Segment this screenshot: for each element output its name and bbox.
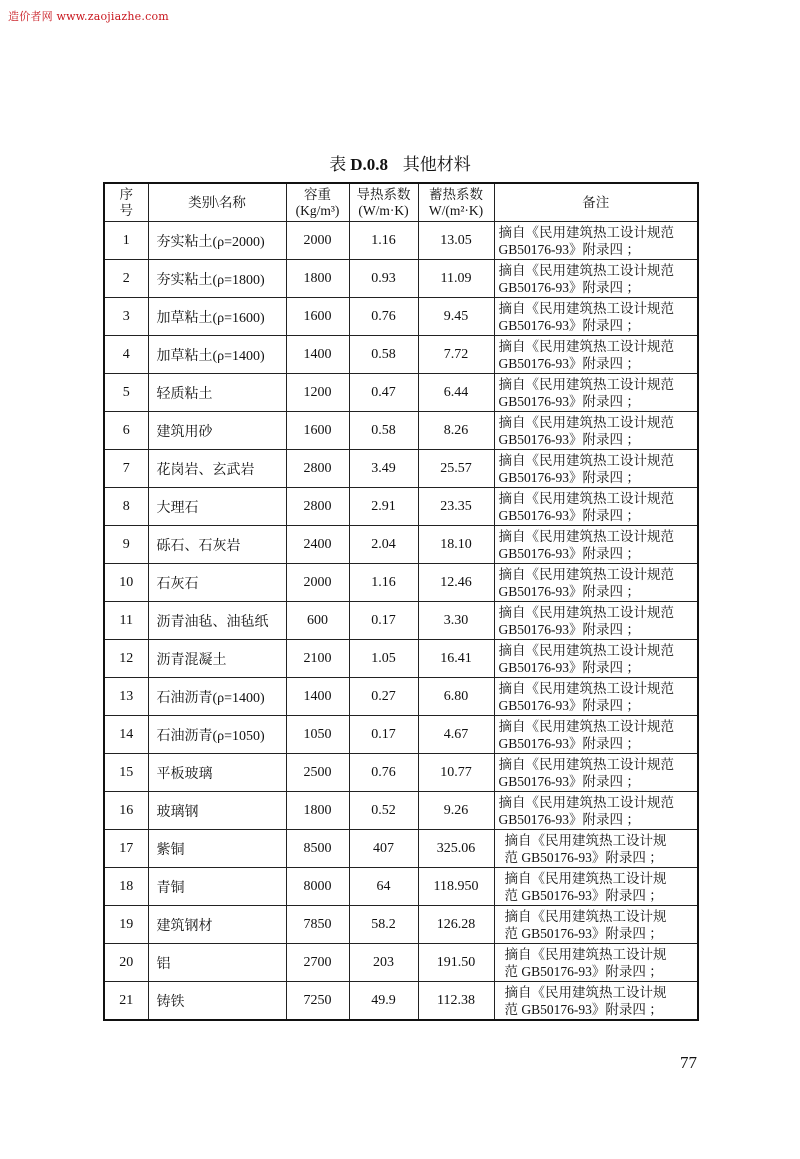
note-line-1: 摘自《民用建筑热工设计规: [504, 946, 667, 962]
cell-conductivity: 1.16: [349, 564, 418, 602]
cell-storage: 10.77: [418, 754, 494, 792]
table-row: [104, 944, 698, 982]
cell-name: 花岗岩、玄武岩: [148, 450, 286, 488]
cell-storage: 9.26: [418, 792, 494, 830]
cell-name: 建筑用砂: [148, 412, 286, 450]
cell-note: [494, 982, 698, 1021]
cell-storage: 126.28: [418, 906, 494, 944]
cell-name: 玻璃钢: [148, 792, 286, 830]
header-no-label: 序号: [119, 186, 133, 218]
note-line-1: 摘自《民用建筑热工设计规范: [498, 338, 674, 354]
header-conductivity-unit: (W/m·K): [358, 202, 409, 218]
cell-density: 2800: [286, 488, 349, 526]
cell-name: 青铜: [148, 868, 286, 906]
cell-conductivity: 1.16: [349, 222, 418, 260]
cell-name: 夯实粘土(ρ=2000): [148, 222, 286, 260]
note-line-1: 摘自《民用建筑热工设计规范: [498, 566, 674, 582]
cell-no: 16: [104, 792, 148, 830]
cell-conductivity: 203: [349, 944, 418, 982]
table-row: [104, 374, 698, 412]
cell-no: 4: [104, 336, 148, 374]
note-line-2: GB50176-93》附录四 ；: [498, 773, 640, 789]
cell-note: [494, 868, 698, 906]
cell-conductivity: 49.9: [349, 982, 418, 1021]
cell-note: [494, 374, 698, 412]
cell-density: 8000: [286, 868, 349, 906]
table-row: [104, 830, 698, 868]
note-line-2: GB50176-93》附录四 ；: [498, 469, 640, 485]
cell-no: 18: [104, 868, 148, 906]
note-line-1: 摘自《民用建筑热工设计规: [504, 870, 667, 886]
cell-note: [494, 602, 698, 640]
cell-note: [494, 260, 698, 298]
cell-note: [494, 754, 698, 792]
cell-name: 平板玻璃: [148, 754, 286, 792]
cell-note: [494, 222, 698, 260]
cell-conductivity: 0.17: [349, 716, 418, 754]
cell-conductivity: 3.49: [349, 450, 418, 488]
cell-conductivity: 0.47: [349, 374, 418, 412]
note-line-1: 摘自《民用建筑热工设计规范: [498, 528, 674, 544]
cell-conductivity: 1.05: [349, 640, 418, 678]
cell-name: 加草粘土(ρ=1600): [148, 298, 286, 336]
cell-no: 7: [104, 450, 148, 488]
note-line-1: 摘自《民用建筑热工设计规范: [498, 718, 674, 734]
cell-storage: 6.80: [418, 678, 494, 716]
cell-conductivity: 0.76: [349, 754, 418, 792]
note-line-1: 摘自《民用建筑热工设计规范: [498, 376, 674, 392]
table-row: [104, 868, 698, 906]
cell-storage: 16.41: [418, 640, 494, 678]
note-line-2: GB50176-93》附录四 ；: [498, 507, 640, 523]
note-line-2: GB50176-93》附录四 ；: [498, 811, 640, 827]
header-storage-unit: W/(m²·K): [428, 202, 484, 218]
cell-storage: 25.57: [418, 450, 494, 488]
cell-density: 2100: [286, 640, 349, 678]
header-density-label: 容重: [304, 186, 331, 202]
table-row: [104, 792, 698, 830]
note-line-1: 摘自《民用建筑热工设计规范: [498, 262, 674, 278]
cell-density: 7850: [286, 906, 349, 944]
note-line-2: GB50176-93》附录四 ；: [498, 659, 640, 675]
table-row: [104, 222, 698, 260]
cell-no: 3: [104, 298, 148, 336]
cell-density: 2800: [286, 450, 349, 488]
cell-note: [494, 640, 698, 678]
note-line-1: 摘自《民用建筑热工设计规范: [498, 680, 674, 696]
cell-name: 沥青油毡、油毡纸: [148, 602, 286, 640]
cell-conductivity: 0.58: [349, 412, 418, 450]
cell-no: 2: [104, 260, 148, 298]
cell-storage: 191.50: [418, 944, 494, 982]
note-line-1: 摘自《民用建筑热工设计规范: [498, 300, 674, 316]
cell-density: 2400: [286, 526, 349, 564]
cell-note: [494, 450, 698, 488]
cell-name: 轻质粘土: [148, 374, 286, 412]
cell-note: [494, 526, 698, 564]
cell-storage: 11.09: [418, 260, 494, 298]
cell-name: 石灰石: [148, 564, 286, 602]
cell-density: 1400: [286, 336, 349, 374]
cell-name: 铝: [148, 944, 286, 982]
cell-note: [494, 412, 698, 450]
table-row: [104, 412, 698, 450]
cell-no: 20: [104, 944, 148, 982]
header-no: [104, 183, 148, 222]
cell-note: [494, 336, 698, 374]
note-line-1: 摘自《民用建筑热工设计规: [504, 984, 667, 1000]
cell-density: 1800: [286, 260, 349, 298]
cell-no: 10: [104, 564, 148, 602]
cell-conductivity: 0.76: [349, 298, 418, 336]
cell-name: 加草粘土(ρ=1400): [148, 336, 286, 374]
materials-table: [103, 182, 699, 1021]
note-line-2: GB50176-93》附录四 ；: [498, 545, 640, 561]
cell-no: 13: [104, 678, 148, 716]
note-line-2: GB50176-93》附录四 ；: [498, 431, 640, 447]
table-title: [0, 150, 800, 175]
header-note: 备注: [494, 183, 698, 222]
cell-storage: 23.35: [418, 488, 494, 526]
cell-storage: 9.45: [418, 298, 494, 336]
cell-storage: 118.950: [418, 868, 494, 906]
header-storage-label: 蓄热系数: [429, 186, 483, 202]
note-line-1: 摘自《民用建筑热工设计规范: [498, 224, 674, 240]
note-line-2: 范 GB50176-93》附录四 ；: [504, 963, 663, 979]
note-line-1: 摘自《民用建筑热工设计规范: [498, 490, 674, 506]
note-line-2: GB50176-93》附录四 ；: [498, 621, 640, 637]
cell-storage: 8.26: [418, 412, 494, 450]
table-row: [104, 754, 698, 792]
cell-density: 1600: [286, 412, 349, 450]
cell-storage: 4.67: [418, 716, 494, 754]
note-line-1: 摘自《民用建筑热工设计规范: [498, 414, 674, 430]
table-row: [104, 678, 698, 716]
site-watermark: 造价者网 www.zaojiazhe.com: [8, 10, 169, 23]
header-density-unit: (Kg/m³): [295, 202, 340, 218]
cell-note: [494, 488, 698, 526]
cell-conductivity: 407: [349, 830, 418, 868]
cell-name: 石油沥青(ρ=1400): [148, 678, 286, 716]
table-row: [104, 260, 698, 298]
cell-no: 19: [104, 906, 148, 944]
header-conductivity: [349, 183, 418, 222]
cell-no: 8: [104, 488, 148, 526]
cell-no: 6: [104, 412, 148, 450]
cell-density: 7250: [286, 982, 349, 1021]
cell-density: 2700: [286, 944, 349, 982]
table-row: [104, 526, 698, 564]
cell-storage: 18.10: [418, 526, 494, 564]
note-line-2: GB50176-93》附录四 ；: [498, 241, 640, 257]
header-density: [286, 183, 349, 222]
note-line-2: GB50176-93》附录四 ；: [498, 735, 640, 751]
note-line-1: 摘自《民用建筑热工设计规范: [498, 604, 674, 620]
cell-note: [494, 298, 698, 336]
title-code: D.0.8: [350, 155, 388, 174]
note-line-2: 范 GB50176-93》附录四 ；: [504, 887, 663, 903]
cell-density: 1600: [286, 298, 349, 336]
cell-note: [494, 830, 698, 868]
cell-no: 5: [104, 374, 148, 412]
cell-no: 9: [104, 526, 148, 564]
cell-density: 2000: [286, 222, 349, 260]
note-line-2: GB50176-93》附录四 ；: [498, 583, 640, 599]
cell-conductivity: 0.58: [349, 336, 418, 374]
cell-conductivity: 0.52: [349, 792, 418, 830]
note-line-1: 摘自《民用建筑热工设计规范: [498, 794, 674, 810]
cell-note: [494, 944, 698, 982]
note-line-2: 范 GB50176-93》附录四 ；: [504, 925, 663, 941]
cell-storage: 112.38: [418, 982, 494, 1021]
note-line-1: 摘自《民用建筑热工设计规范: [498, 452, 674, 468]
cell-storage: 6.44: [418, 374, 494, 412]
cell-storage: 7.72: [418, 336, 494, 374]
note-line-1: 摘自《民用建筑热工设计规范: [498, 756, 674, 772]
cell-conductivity: 0.93: [349, 260, 418, 298]
note-line-1: 摘自《民用建筑热工设计规: [504, 908, 667, 924]
cell-no: 21: [104, 982, 148, 1021]
table-body: [104, 222, 698, 1021]
note-line-1: 摘自《民用建筑热工设计规: [504, 832, 667, 848]
table-row: [104, 906, 698, 944]
note-line-2: 范 GB50176-93》附录四 ；: [504, 849, 663, 865]
table-row: [104, 450, 698, 488]
cell-note: [494, 678, 698, 716]
cell-density: 1200: [286, 374, 349, 412]
cell-density: 2000: [286, 564, 349, 602]
cell-note: [494, 564, 698, 602]
cell-no: 12: [104, 640, 148, 678]
cell-conductivity: 2.91: [349, 488, 418, 526]
cell-no: 17: [104, 830, 148, 868]
table-header-row: [104, 183, 698, 222]
cell-name: 紫铜: [148, 830, 286, 868]
cell-no: 11: [104, 602, 148, 640]
table-row: [104, 488, 698, 526]
cell-conductivity: 2.04: [349, 526, 418, 564]
title-name: 其他材料: [402, 155, 471, 175]
header-storage: [418, 183, 494, 222]
table-row: [104, 640, 698, 678]
table-row: [104, 336, 698, 374]
cell-density: 2500: [286, 754, 349, 792]
table-row: [104, 982, 698, 1021]
cell-conductivity: 58.2: [349, 906, 418, 944]
cell-conductivity: 0.17: [349, 602, 418, 640]
cell-conductivity: 0.27: [349, 678, 418, 716]
cell-note: [494, 716, 698, 754]
cell-conductivity: 64: [349, 868, 418, 906]
note-line-2: GB50176-93》附录四 ；: [498, 393, 640, 409]
cell-density: 8500: [286, 830, 349, 868]
note-line-2: GB50176-93》附录四 ；: [498, 279, 640, 295]
cell-name: 铸铁: [148, 982, 286, 1021]
cell-name: 沥青混凝土: [148, 640, 286, 678]
cell-name: 大理石: [148, 488, 286, 526]
note-line-1: 摘自《民用建筑热工设计规范: [498, 642, 674, 658]
title-prefix: 表: [329, 155, 347, 175]
cell-storage: 325.06: [418, 830, 494, 868]
page-number: 77: [680, 1053, 697, 1072]
table-row: [104, 298, 698, 336]
cell-name: 夯实粘土(ρ=1800): [148, 260, 286, 298]
cell-storage: 13.05: [418, 222, 494, 260]
cell-density: 600: [286, 602, 349, 640]
cell-density: 1800: [286, 792, 349, 830]
cell-density: 1050: [286, 716, 349, 754]
cell-density: 1400: [286, 678, 349, 716]
table-row: [104, 716, 698, 754]
note-line-2: GB50176-93》附录四 ；: [498, 355, 640, 371]
table-row: [104, 602, 698, 640]
cell-storage: 3.30: [418, 602, 494, 640]
header-name: 类别\名称: [148, 183, 286, 222]
cell-no: 15: [104, 754, 148, 792]
cell-name: 石油沥青(ρ=1050): [148, 716, 286, 754]
cell-no: 14: [104, 716, 148, 754]
cell-name: 建筑钢材: [148, 906, 286, 944]
note-line-2: 范 GB50176-93》附录四 ；: [504, 1001, 663, 1017]
note-line-2: GB50176-93》附录四 ；: [498, 697, 640, 713]
header-conductivity-label: 导热系数: [356, 186, 411, 202]
cell-storage: 12.46: [418, 564, 494, 602]
cell-note: [494, 792, 698, 830]
cell-no: 1: [104, 222, 148, 260]
note-line-2: GB50176-93》附录四 ；: [498, 317, 640, 333]
cell-note: [494, 906, 698, 944]
cell-name: 砾石、石灰岩: [148, 526, 286, 564]
table-row: [104, 564, 698, 602]
